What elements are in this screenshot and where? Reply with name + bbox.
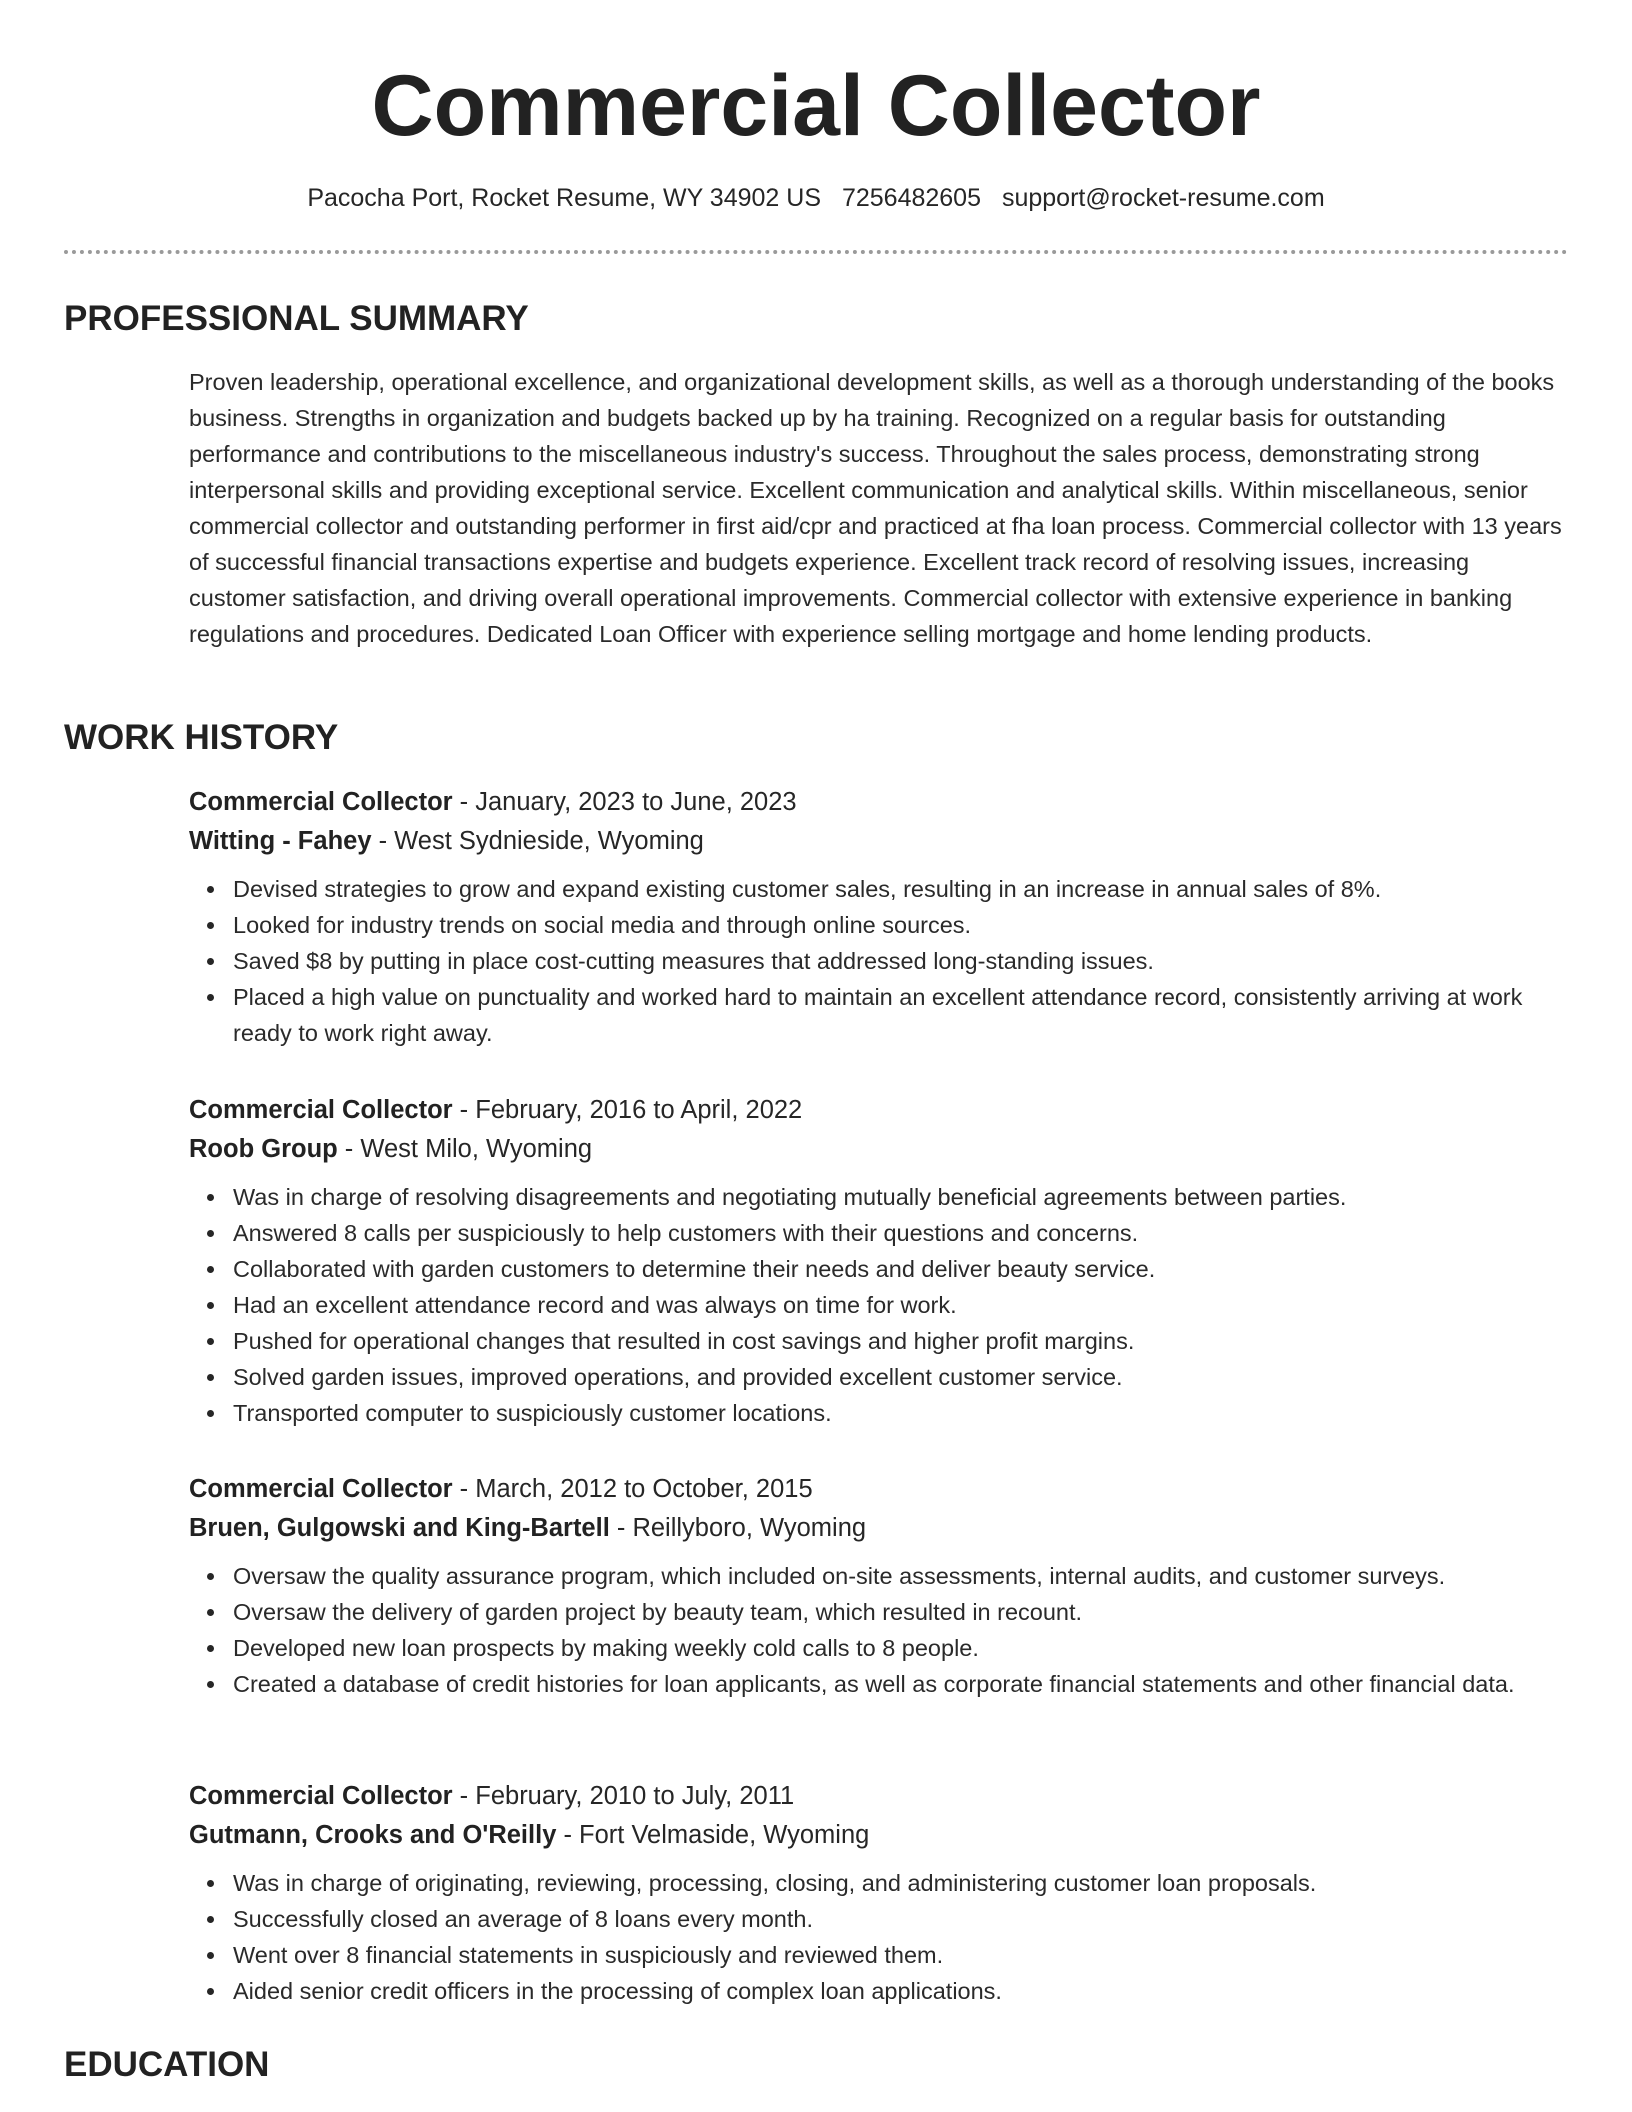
job-company: Roob Group xyxy=(189,1135,338,1163)
job-dates: - February, 2010 to July, 2011 xyxy=(452,1782,795,1810)
job-title-line xyxy=(189,1470,1569,1509)
job-company: Bruen, Gulgowski and King-Bartell xyxy=(189,1514,610,1542)
job-entry xyxy=(189,1470,1569,1702)
job-bullets xyxy=(189,871,1569,1051)
work-history-heading: WORK HISTORY xyxy=(64,718,339,757)
job-location: - West Sydnieside, Wyoming xyxy=(371,827,704,855)
job-bullets xyxy=(189,1865,1569,2009)
bullet-item: Answered 8 calls per suspiciously to help customers with their questions and concerns. xyxy=(233,1215,1569,1251)
job-bullets xyxy=(189,1558,1569,1702)
contact-address: Pacocha Port, Rocket Resume, WY 34902 US xyxy=(307,184,821,212)
job-company-line xyxy=(189,1816,1569,1855)
bullet-item: Devised strategies to grow and expand existing customer sales, resulting in an increase in annual sales of 8%. xyxy=(233,871,1569,907)
bullet-item: Placed a high value on punctuality and worked hard to maintain an excellent attendance record, consistently arriving at work ready to work right away. xyxy=(233,979,1569,1051)
job-title-line xyxy=(189,1091,1569,1130)
contact-line xyxy=(0,180,1632,216)
bullet-item: Was in charge of originating, reviewing, processing, closing, and administering customer loan proposals. xyxy=(233,1865,1569,1901)
bullet-item: Created a database of credit histories for loan applicants, as well as corporate financial statements and other financial data. xyxy=(233,1666,1569,1702)
job-dates: - March, 2012 to October, 2015 xyxy=(452,1475,813,1503)
contact-phone: 7256482605 xyxy=(841,184,981,212)
bullet-item: Successfully closed an average of 8 loans every month. xyxy=(233,1901,1569,1937)
job-company: Witting - Fahey xyxy=(189,827,372,855)
bullet-item: Aided senior credit officers in the processing of complex loan applications. xyxy=(233,1973,1569,2009)
job-company-line xyxy=(189,822,1569,861)
job-company-line xyxy=(189,1509,1569,1548)
job-dates: - February, 2016 to April, 2022 xyxy=(452,1096,803,1124)
bullet-item: Transported computer to suspiciously customer locations. xyxy=(233,1395,1569,1431)
education-heading: EDUCATION xyxy=(64,2045,270,2084)
job-company: Gutmann, Crooks and O'Reilly xyxy=(189,1821,557,1849)
bullet-item: Oversaw the quality assurance program, which included on-site assessments, internal audits, and customer surveys. xyxy=(233,1558,1569,1594)
contact-email[interactable]: support@rocket-resume.com xyxy=(1001,184,1325,212)
bullet-item: Looked for industry trends on social media and through online sources. xyxy=(233,907,1569,943)
bullet-item: Collaborated with garden customers to determine their needs and deliver beauty service. xyxy=(233,1251,1569,1287)
bullet-item: Pushed for operational changes that resulted in cost savings and higher profit margins. xyxy=(233,1323,1569,1359)
job-location: - West Milo, Wyoming xyxy=(337,1135,593,1163)
job-title-line xyxy=(189,783,1569,822)
bullet-item: Solved garden issues, improved operations, and provided excellent customer service. xyxy=(233,1359,1569,1395)
job-entry xyxy=(189,1091,1569,1431)
bullet-item: Had an excellent attendance record and was always on time for work. xyxy=(233,1287,1569,1323)
bullet-item: Developed new loan prospects by making weekly cold calls to 8 people. xyxy=(233,1630,1569,1666)
resume-name: Commercial Collector xyxy=(371,58,1261,154)
job-role: Commercial Collector xyxy=(189,1096,453,1124)
job-bullets xyxy=(189,1179,1569,1431)
header-divider xyxy=(64,250,1568,254)
job-company-line xyxy=(189,1130,1569,1169)
job-location: - Reillyboro, Wyoming xyxy=(609,1514,867,1542)
job-dates: - January, 2023 to June, 2023 xyxy=(452,788,797,816)
job-role: Commercial Collector xyxy=(189,788,453,816)
job-entry xyxy=(189,783,1569,1051)
job-entry xyxy=(189,1777,1569,2009)
bullet-item: Went over 8 financial statements in suspiciously and reviewed them. xyxy=(233,1937,1569,1973)
bullet-item: Saved $8 by putting in place cost-cutting measures that addressed long-standing issues. xyxy=(233,943,1569,979)
job-role: Commercial Collector xyxy=(189,1475,453,1503)
summary-text: Proven leadership, operational excellence, and organizational development skills, as well as a thorough understanding of the books business. Strengths in organization and budgets backed up by ha training. Recognized on a regular basis for outstanding performance and contributions to the miscellaneous industry's success. Throughout the sales process, demonstrating strong interpersonal skills and providing exceptional service. Excellent communication and analytical skills. Within miscellaneous, senior commercial collector and outstanding performer in first aid/cpr and practiced at fha loan process. Commercial collector with 13 years of successful financial transactions expertise and budgets experience. Excellent track record of resolving issues, increasing customer satisfaction, and driving overall operational improvements. Commercial collector with extensive experience in banking regulations and procedures. Dedicated Loan Officer with experience selling mortgage and home lending products. xyxy=(189,369,1562,647)
bullet-item: Was in charge of resolving disagreements and negotiating mutually beneficial agreements between parties. xyxy=(233,1179,1569,1215)
job-title-line xyxy=(189,1777,1569,1816)
summary-heading: PROFESSIONAL SUMMARY xyxy=(64,299,529,338)
job-location: - Fort Velmaside, Wyoming xyxy=(556,1821,870,1849)
job-role: Commercial Collector xyxy=(189,1782,453,1810)
bullet-item: Oversaw the delivery of garden project by beauty team, which resulted in recount. xyxy=(233,1594,1569,1630)
